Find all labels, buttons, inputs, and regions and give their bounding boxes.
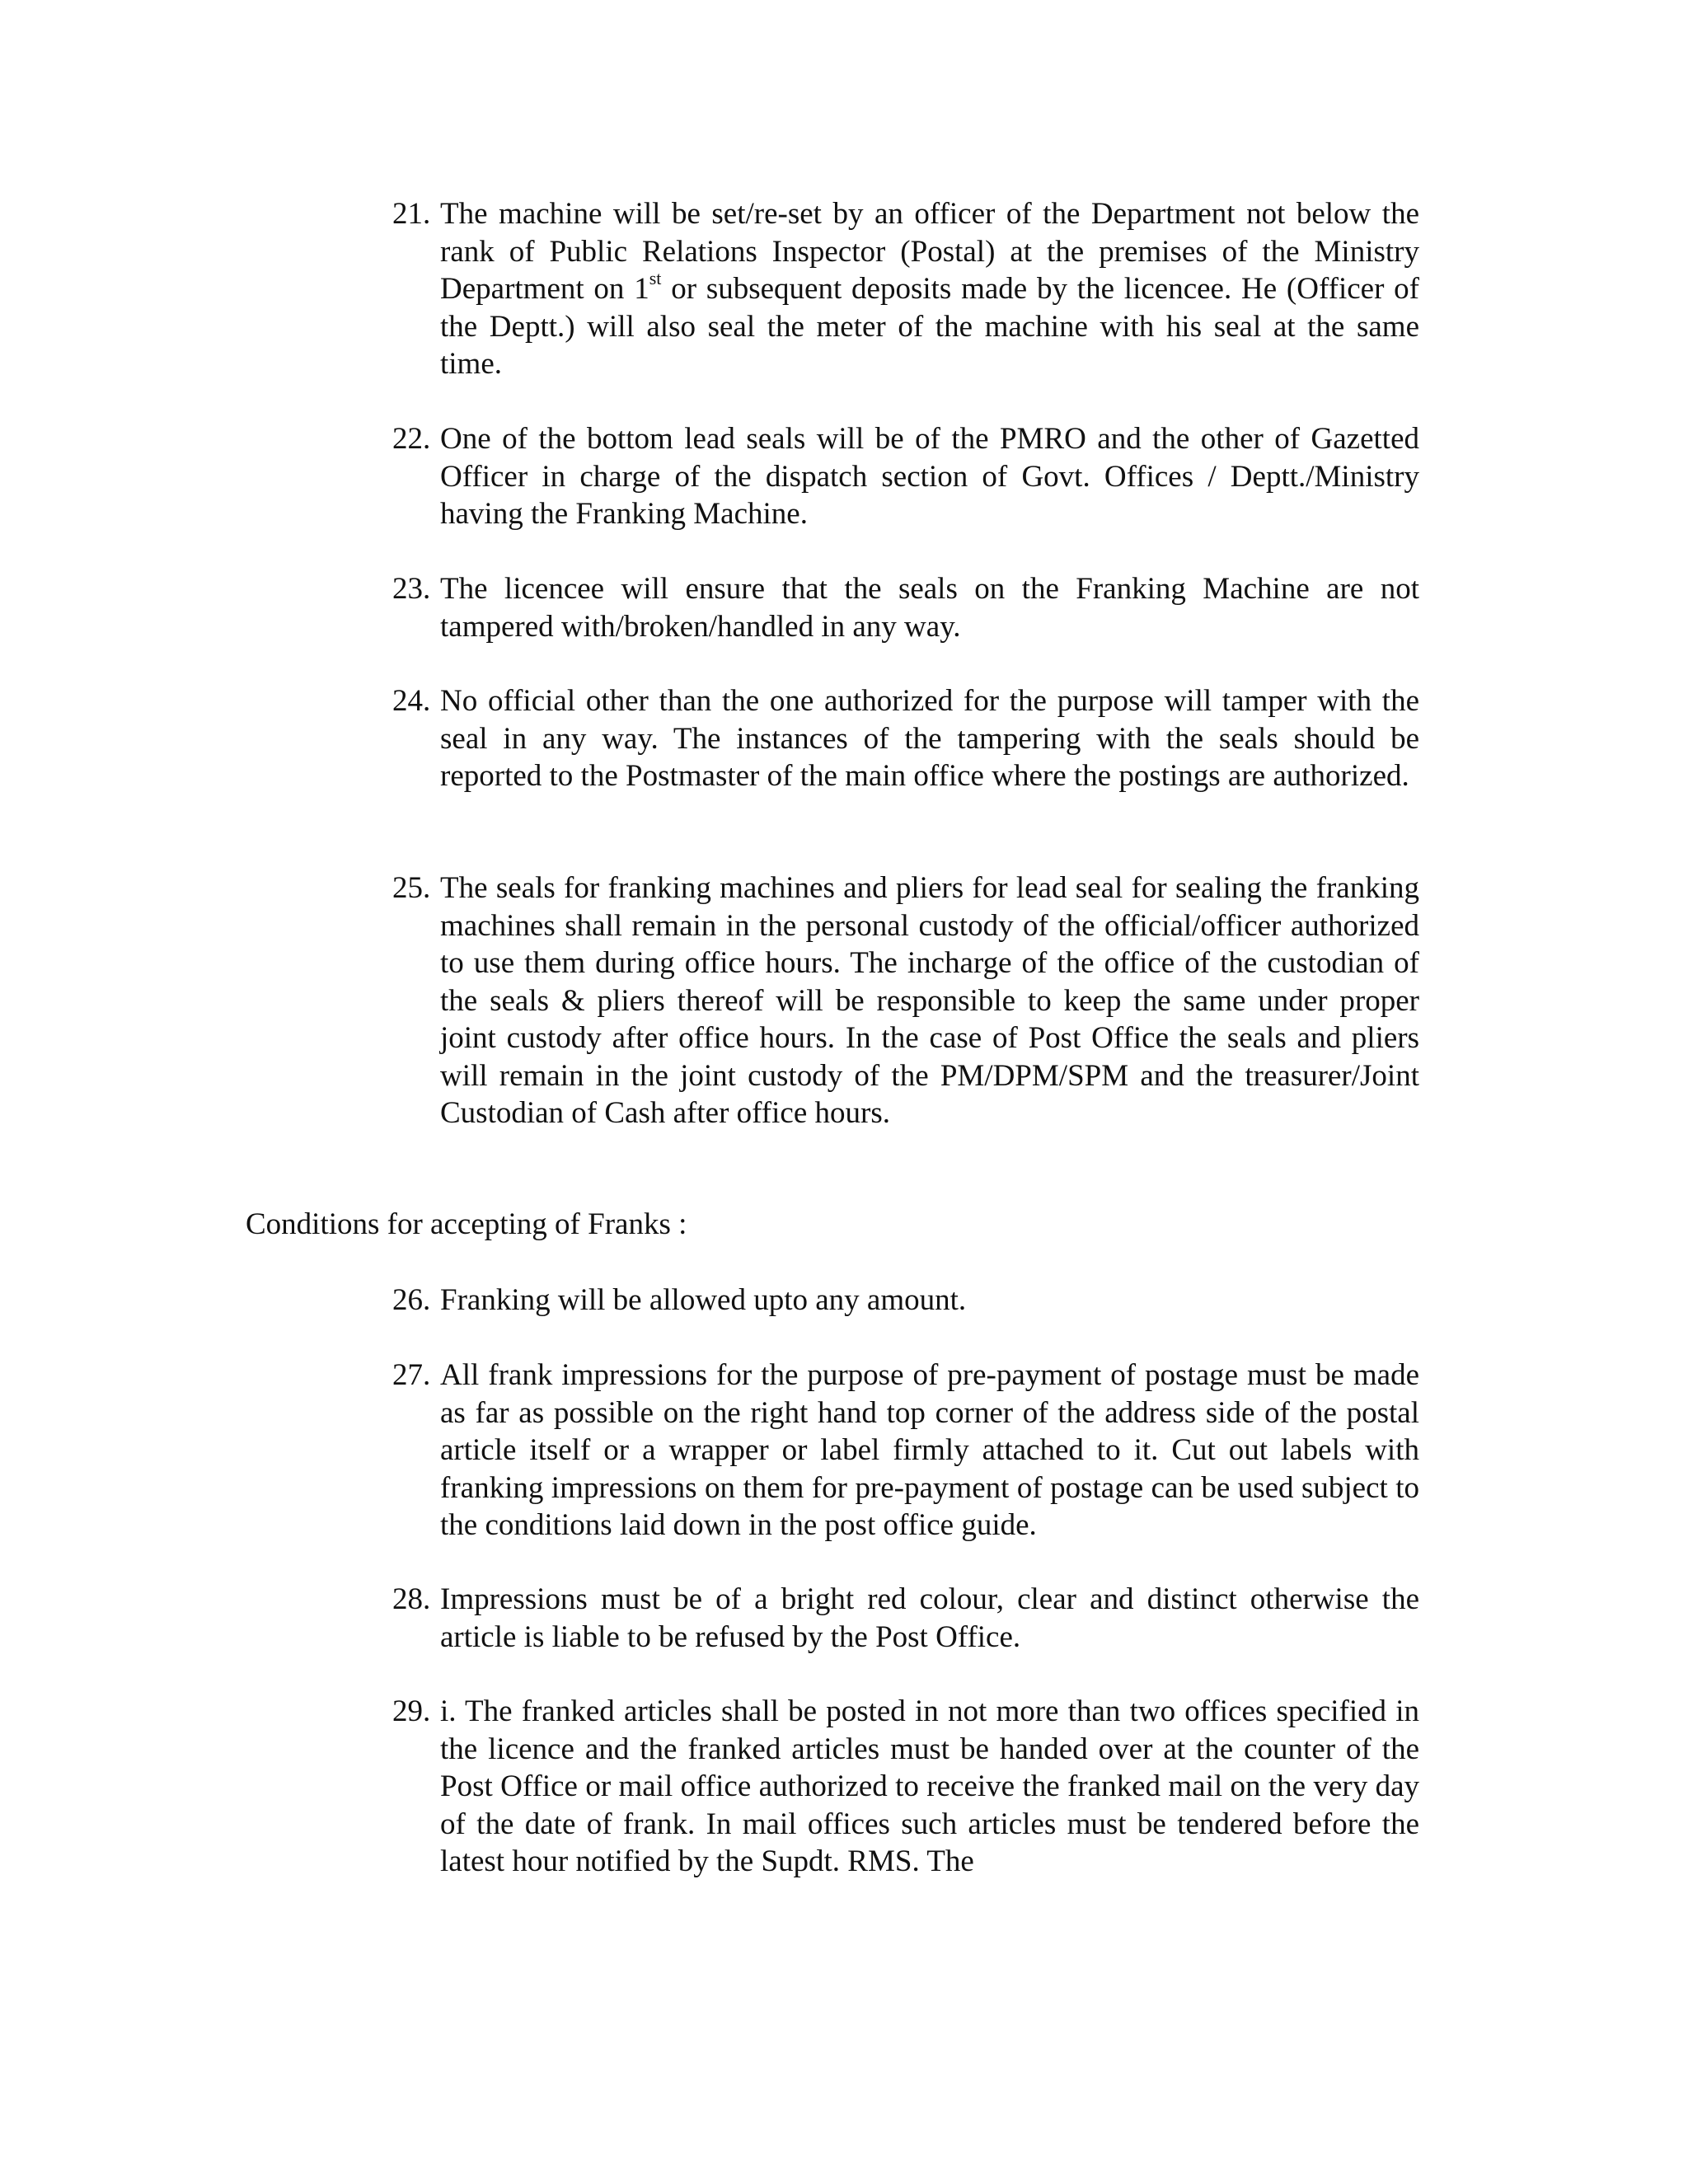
clause-text: Impressions must be of a bright red colour, clear and distinct otherwise the article is liable to be refused by the Post Office. bbox=[440, 1582, 1419, 1654]
clause-text: The seals for franking machines and pliers for lead seal for sealing the franking machines shall remain in the personal custody of the official/officer authorized to use them during office hours. The incharge of the office of the custodian of the seals & pliers thereof will be responsible to keep the same under proper joint custody after office hours. In the case of Post Office the seals and pliers will remain in the joint custody of the PM/DPM/SPM and the treasurer/Joint Custodian of Cash after office hours. bbox=[440, 871, 1419, 1130]
clause-text: All frank impressions for the purpose of pre-payment of postage must be made as far as possible on the right hand top corner of the address side of the postal article itself or a wrapper or label firmly attached to it. Cut out labels with franking impressions on them for pre-payment of postage can be used subject to the conditions laid down in the post office guide. bbox=[440, 1358, 1419, 1542]
clause-number: 26. bbox=[392, 1283, 431, 1317]
clause-text bbox=[440, 195, 1419, 383]
clause-text: No official other than the one authorized for the purpose will tamper with the seal in any way. The instances of the tampering with the seals should be reported to the Postmaster of the main office where the postings are authorized. bbox=[440, 684, 1419, 793]
clause-number: 28. bbox=[392, 1582, 431, 1616]
clause-text: Franking will be allowed upto any amount. bbox=[440, 1283, 967, 1317]
clause-25 bbox=[392, 869, 1419, 1132]
clause-number: 23. bbox=[392, 572, 431, 606]
clause-22 bbox=[392, 420, 1419, 533]
clause-text: One of the bottom lead seals will be of the PMRO and the other of Gazetted Officer in charge of the dispatch section of Govt. Offices / Deptt./Ministry having the Franking Machine. bbox=[440, 422, 1419, 531]
clause-23 bbox=[392, 570, 1419, 645]
ordinal-superscript: st bbox=[649, 267, 662, 288]
clause-number: 29. bbox=[392, 1694, 431, 1728]
section-heading: Conditions for accepting of Franks : bbox=[246, 1207, 687, 1241]
clause-number: 22. bbox=[392, 422, 431, 456]
clause-text: i. The franked articles shall be posted in not more than two offices specified in the licence and the franked articles must be handed over at the counter of the Post Office or mail office authorized to receive the franked mail on the very day of the date of frank. In mail offices such articles must be tendered before the latest hour notified by the Supdt. RMS. The bbox=[440, 1694, 1419, 1878]
clause-26 bbox=[392, 1282, 1419, 1319]
clause-29 bbox=[392, 1693, 1419, 1881]
clause-text: The licencee will ensure that the seals on the Franking Machine are not tampered with/broken/handled in any way. bbox=[440, 572, 1419, 644]
clause-27 bbox=[392, 1357, 1419, 1544]
clause-number: 25. bbox=[392, 871, 431, 905]
clause-text-part: The machine will be set/re-set by an officer of the Department not below the rank of Public Relations Inspector (Postal) at the premises of the Ministry Department on 1 bbox=[440, 197, 1419, 306]
clause-text-part: or subsequent deposits made by the licencee. He (Officer of the Deptt.) will also seal the meter of the machine with his seal at the same time. bbox=[440, 272, 1419, 381]
clause-21 bbox=[392, 195, 1419, 383]
clause-number: 21. bbox=[392, 197, 431, 231]
clause-number: 24. bbox=[392, 684, 431, 718]
clause-28 bbox=[392, 1581, 1419, 1656]
clause-number: 27. bbox=[392, 1358, 431, 1392]
clause-24 bbox=[392, 682, 1419, 795]
